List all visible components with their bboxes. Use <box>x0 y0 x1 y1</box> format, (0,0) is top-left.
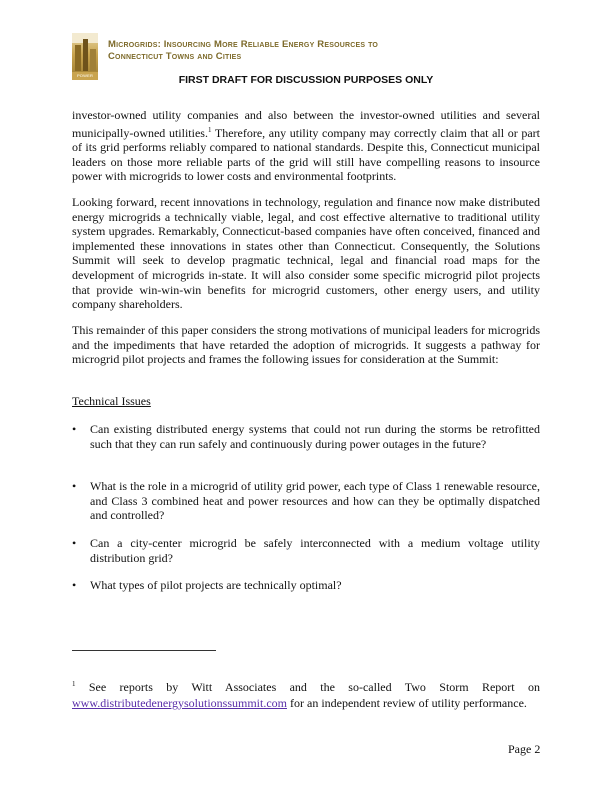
list-item <box>72 422 540 451</box>
logo-building <box>90 49 96 71</box>
bullet-icon: • <box>72 578 77 592</box>
paragraph-2: Looking forward, recent innovations in technology, regulation and finance now make distributed energy microgrids a technically viable, legal, and cost effective alternative to traditional utility system upgrades. Remarkably, Connecticut-based companies have often conceived, financed and implemented these innovations in states other than Connecticut. Consequently, the Solutions Summit will seek to develop pragmatic technical, legal and financial road maps for the development of microgrids in-state. It will also consider some specific microgrid pilot projects that provide win-win-win benefits for microgrid customers, other energy users, and utility company shareholders. <box>72 195 540 312</box>
bullet-icon: • <box>72 536 77 550</box>
list-item <box>72 578 540 593</box>
list-item-text: What types of pilot projects are technically optimal? <box>90 578 342 592</box>
paragraph-3: This remainder of this paper considers the strong motivations of municipal leaders for microgrids and the impediments that have retarded the adoption of microgrids. It suggests a pathway for microgrid pilot projects and frames the following issues for consideration at the Summit: <box>72 323 540 367</box>
technical-issues-heading: Technical Issues <box>72 394 151 408</box>
list-item-text: Can existing distributed energy systems that could not run during the storms be retrofitted such that they can run safely and continuously during power outages in the future? <box>90 422 540 451</box>
footnote-marker: 1 <box>72 680 76 688</box>
paragraph-1-text-b: Therefore, any utility company may correctly claim that all or part of its grid performs reliably compared to national standards. Despite this, Connecticut municipal leaders on those more reliable parts of the grid will still have compelling reasons to insource power with microgrids to lower costs and environmental footprints. <box>72 125 541 184</box>
bullet-icon: • <box>72 479 77 493</box>
footnote-text-a: See reports by Witt Associates and the so-called Two Storm Report on <box>75 680 540 694</box>
logo-building <box>83 39 88 71</box>
footnote-text-b: for an independent review of utility performance. <box>287 695 527 710</box>
header-title-line-2: Connecticut Towns and Cities <box>108 51 242 62</box>
footnote-divider <box>72 650 216 651</box>
logo-caption: POWER ENERGY <box>72 72 98 80</box>
list-item <box>72 536 540 565</box>
paragraph-1-text-a: investor-owned utility companies and also between the investor-owned utilities and several municipally-owned utilities. <box>72 108 540 140</box>
footnote <box>72 677 540 711</box>
list-item-text: Can a city-center microgrid be safely interconnected with a medium voltage utility distribution grid? <box>90 536 540 565</box>
footnote-reference[interactable]: 1 <box>207 125 212 134</box>
company-logo <box>72 33 98 86</box>
logo-building <box>75 45 81 71</box>
summit-website-link[interactable]: www.distributedenergysolutionssummit.com <box>72 695 287 710</box>
header-title-line-1: Microgrids: Insourcing More Reliable Energy Resources to <box>108 39 379 50</box>
page-number: Page 2 <box>508 742 541 756</box>
paragraph-1 <box>72 108 540 184</box>
bullet-icon: • <box>72 422 77 436</box>
document-header-title <box>108 39 548 63</box>
list-item-text: What is the role in a microgrid of utility grid power, each type of Class 1 renewable resource, and Class 3 combined heat and power resources and how can they be optimally dispatched and controlled? <box>90 479 540 523</box>
list-item <box>72 479 540 523</box>
draft-notice: FIRST DRAFT FOR DISCUSSION PURPOSES ONLY <box>178 74 434 86</box>
